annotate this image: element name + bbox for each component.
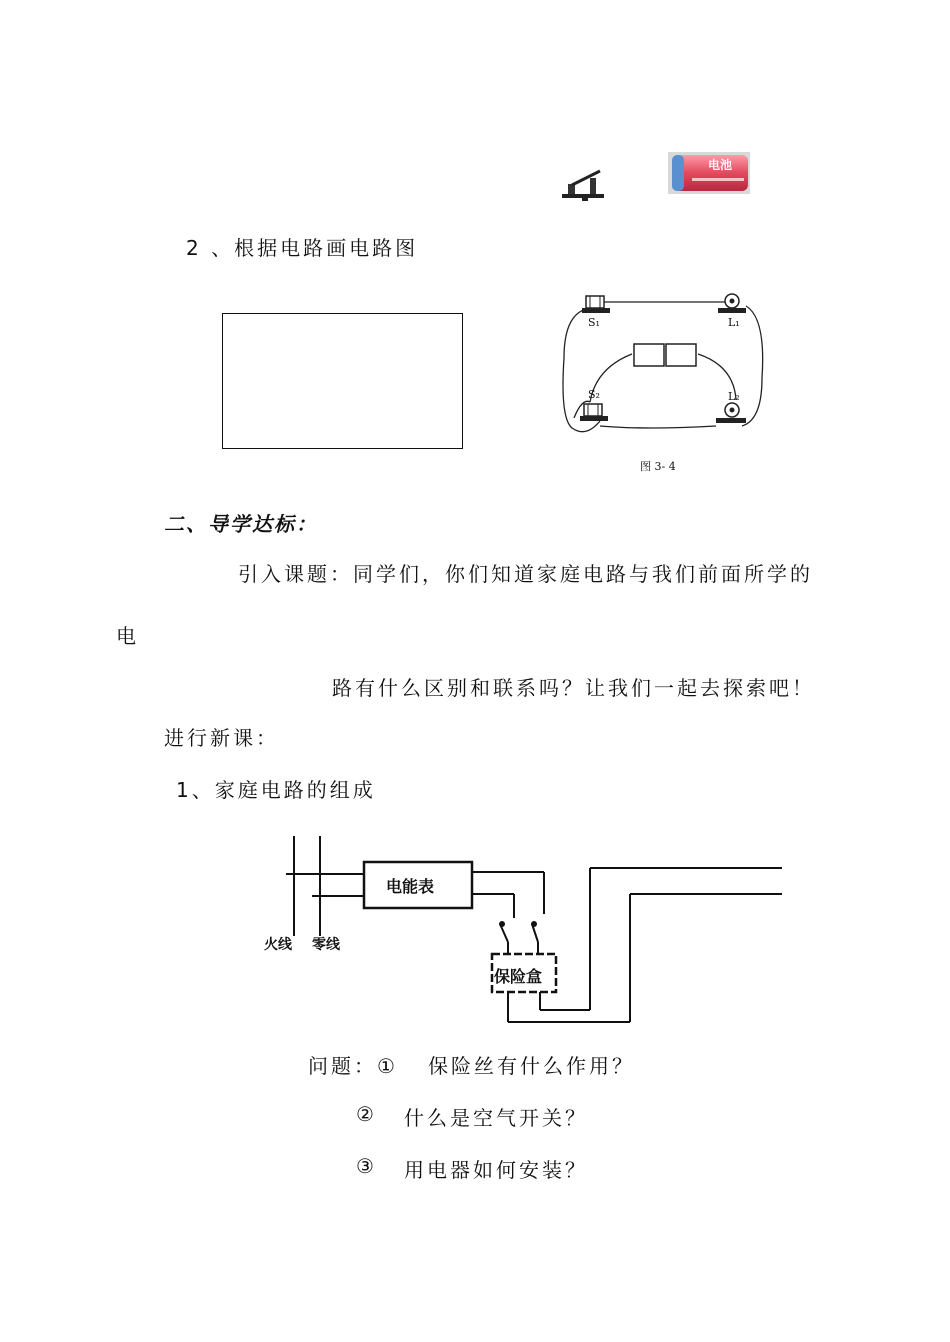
question-1: 保险丝有什么作用？ bbox=[428, 1054, 635, 1078]
intro-line-2: 电 bbox=[116, 624, 139, 648]
label-l2: L₂ bbox=[728, 390, 740, 403]
section-two-heading: 二、导学达标： bbox=[164, 512, 318, 536]
circuit-figure bbox=[556, 288, 772, 478]
item-1-heading: 1、家庭电路的组成 bbox=[176, 778, 376, 802]
battery-label: 电池 bbox=[708, 158, 733, 172]
figure-caption: 图 3- 4 bbox=[640, 460, 676, 473]
item-2-heading: 2 、根据电路画电路图 bbox=[186, 236, 419, 260]
question-3: 用电器如何安装？ bbox=[404, 1158, 588, 1182]
label-l1: L₁ bbox=[728, 316, 740, 329]
battery-image bbox=[668, 152, 750, 194]
live-wire-label: 火线 bbox=[264, 937, 292, 953]
question-prefix: 问题：① bbox=[308, 1054, 398, 1078]
home-circuit-diagram bbox=[256, 832, 786, 1028]
question-2: 什么是空气开关？ bbox=[404, 1106, 588, 1130]
label-s1: S₁ bbox=[588, 316, 600, 329]
switch-illustration bbox=[560, 168, 610, 202]
label-s2: S₂ bbox=[588, 388, 600, 401]
intro-line-3: 路有什么区别和联系吗？让我们一起去探索吧！ bbox=[332, 676, 815, 700]
neutral-wire-label: 零线 bbox=[312, 937, 340, 953]
question-3-number: ③ bbox=[356, 1154, 377, 1178]
intro-line-1: 引入课题：同学们，你们知道家庭电路与我们前面所学的 bbox=[238, 562, 813, 586]
meter-label: 电能表 bbox=[386, 877, 435, 896]
new-lesson-label: 进行新课： bbox=[164, 726, 279, 750]
drawing-answer-box bbox=[222, 313, 463, 449]
fuse-box-label: 保险盒 bbox=[494, 967, 543, 986]
question-2-number: ② bbox=[356, 1102, 377, 1126]
